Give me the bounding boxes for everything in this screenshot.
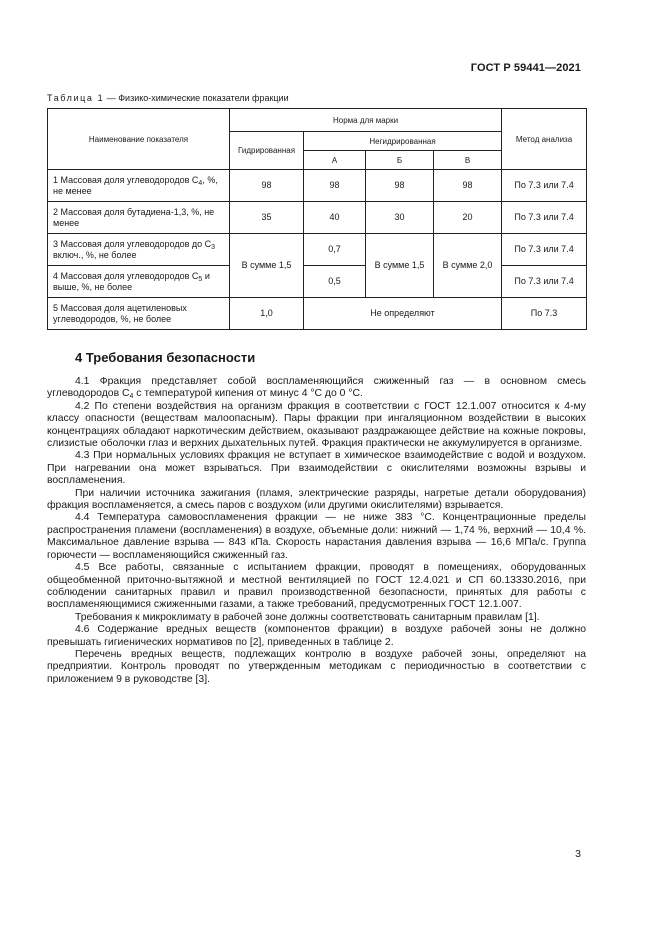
cell-v-merged: В сумме 2,0: [434, 234, 502, 298]
cell-a: 0,5: [304, 266, 366, 298]
table-row: [48, 202, 587, 234]
table-caption-title: — Физико-химические показатели фракции: [106, 93, 289, 103]
section-body: [47, 376, 586, 686]
paragraph-4-5: 4.5 Все работы, связанные с испытанием фракции, проводят в помещениях, оборудованных общеобменной приточно-вытяжной и местной вентиляцией по ГОСТ 12.4.021 и СП 60.13330.2016, при соблюдении санитарных правил и правил производственной безопасности, принятых для работы с воспламеняющимися сжиженными газами, а также требований, предусмотренных ГОСТ 12.1.007.: [47, 562, 586, 611]
cell-b: 30: [366, 202, 434, 234]
paragraph-4-6: 4.6 Содержание вредных веществ (компонентов фракции) в воздухе рабочей зоны не должно превышать гигиенических нормативов по [2], приведенных в таблице 2.: [47, 624, 586, 648]
paragraph-4-2: 4.2 По степени воздействия на организм фракция в соответствии с ГОСТ 12.1.007 относится к 4-му классу опасности (веществам малоопасным). Пары фракции при ингаляционном воздействии в высоких концентрациях обладают наркотическим действием, оказывают раздражающее действие на кожные покровы, слизистые оболочки глаз и верхних дыхательных путей. Фракция практически не аккумулируется в организме.: [47, 400, 586, 450]
cell-v: 98: [434, 170, 502, 202]
paragraph-hazard-list: Перечень вредных веществ, подлежащих контролю в воздухе рабочей зоны, определяют на предприятии. Контроль проводят по утвержденным методикам с периодичностью в соответствии с приложением 9 в руководстве [3].: [47, 648, 586, 685]
header-method: Метод анализа: [502, 109, 587, 170]
cell-hydro: 1,0: [230, 298, 304, 330]
cell-method: По 7.3 или 7.4: [502, 202, 587, 234]
cell-hydro-merged: В сумме 1,5: [230, 234, 304, 298]
row-name: 4 Массовая доля углеводородов $С_5$ и выше, %, не более: [48, 266, 230, 298]
paragraph-4-4: 4.4 Температура самовоспламенения фракции — не ниже 383 °С. Концентрационные пределы распространения пламени (воспламенения) в воздухе, объемные доли: нижний — 1,74 %, верхний — 10,4 %. Максимальное давление взрыва — 843 кПа. Скорость нарастания давления взрыва — 16,6 МПа/с. Группа горючести — воспламеняющийся сжиженный газ.: [47, 512, 586, 561]
table-caption-label: Таблица 1: [47, 93, 105, 103]
cell-method: По 7.3: [502, 298, 587, 330]
cell-a: 40: [304, 202, 366, 234]
cell-b-merged: В сумме 1,5: [366, 234, 434, 298]
cell-hydro: 35: [230, 202, 304, 234]
table-header-row: [48, 109, 587, 132]
table-row: [48, 298, 587, 330]
cell-b: 98: [366, 170, 434, 202]
cell-method: По 7.3 или 7.4: [502, 170, 587, 202]
table-row: [48, 170, 587, 202]
header-grade-b: Б: [366, 151, 434, 170]
document-standard-number: ГОСТ Р 59441—2021: [470, 62, 581, 74]
physico-chemical-table: [47, 108, 587, 330]
header-norm: Норма для марки: [230, 109, 502, 132]
cell-a: 0,7: [304, 234, 366, 266]
header-indicator-name: Наименование показателя: [48, 109, 230, 170]
page-number: 3: [575, 848, 581, 860]
cell-method: По 7.3 или 7.4: [502, 234, 587, 266]
cell-hydro: 98: [230, 170, 304, 202]
table-caption: [47, 93, 289, 103]
row-name: 3 Массовая доля углеводородов до $С_3$ включ., %, не более: [48, 234, 230, 266]
header-grade-a: А: [304, 151, 366, 170]
paragraph-4-3: 4.3 При нормальных условиях фракция не вступает в химическое взаимодействие с водой и воздухом. При нагревании она может взрываться. При взаимодействии с окислителями возможны взрывы и воспламенения.: [47, 450, 586, 487]
cell-method: По 7.3 или 7.4: [502, 266, 587, 298]
row-name: 5 Массовая доля ацетиленовых углеводородов, %, не более: [48, 298, 230, 330]
paragraph-ignition: При наличии источника зажигания (пламя, электрические разряды, нагретые детали оборудования) фракция воспламеняется, а смесь паров с воздухом (или другими окислителями) взрывается.: [47, 487, 586, 512]
paragraph-microclimate: Требования к микроклимату в рабочей зоне должны соответствовать санитарным правилам [1].: [75, 611, 540, 623]
paragraph-4-1: 4.1 Фракция представляет собой воспламеняющийся сжиженный газ — в основном смесь углеводородов $С_4$ с температурой кипения от минус 4 °С до 0 °С.: [47, 376, 586, 401]
header-hydrogenated: Гидрированная: [230, 132, 304, 170]
cell-v: 20: [434, 202, 502, 234]
table-row: [48, 234, 587, 266]
cell-not-determined: Не определяют: [304, 298, 502, 330]
header-non-hydrogenated: Негидрированная: [304, 132, 502, 151]
section-title: 4 Требования безопасности: [75, 350, 256, 365]
row-name: 1 Массовая доля углеводородов $С_4$, %, не менее: [48, 170, 230, 202]
row-name: 2 Массовая доля бутадиена-1,3, %, не менее: [48, 202, 230, 234]
table-row: [48, 266, 587, 298]
cell-a: 98: [304, 170, 366, 202]
header-grade-v: В: [434, 151, 502, 170]
